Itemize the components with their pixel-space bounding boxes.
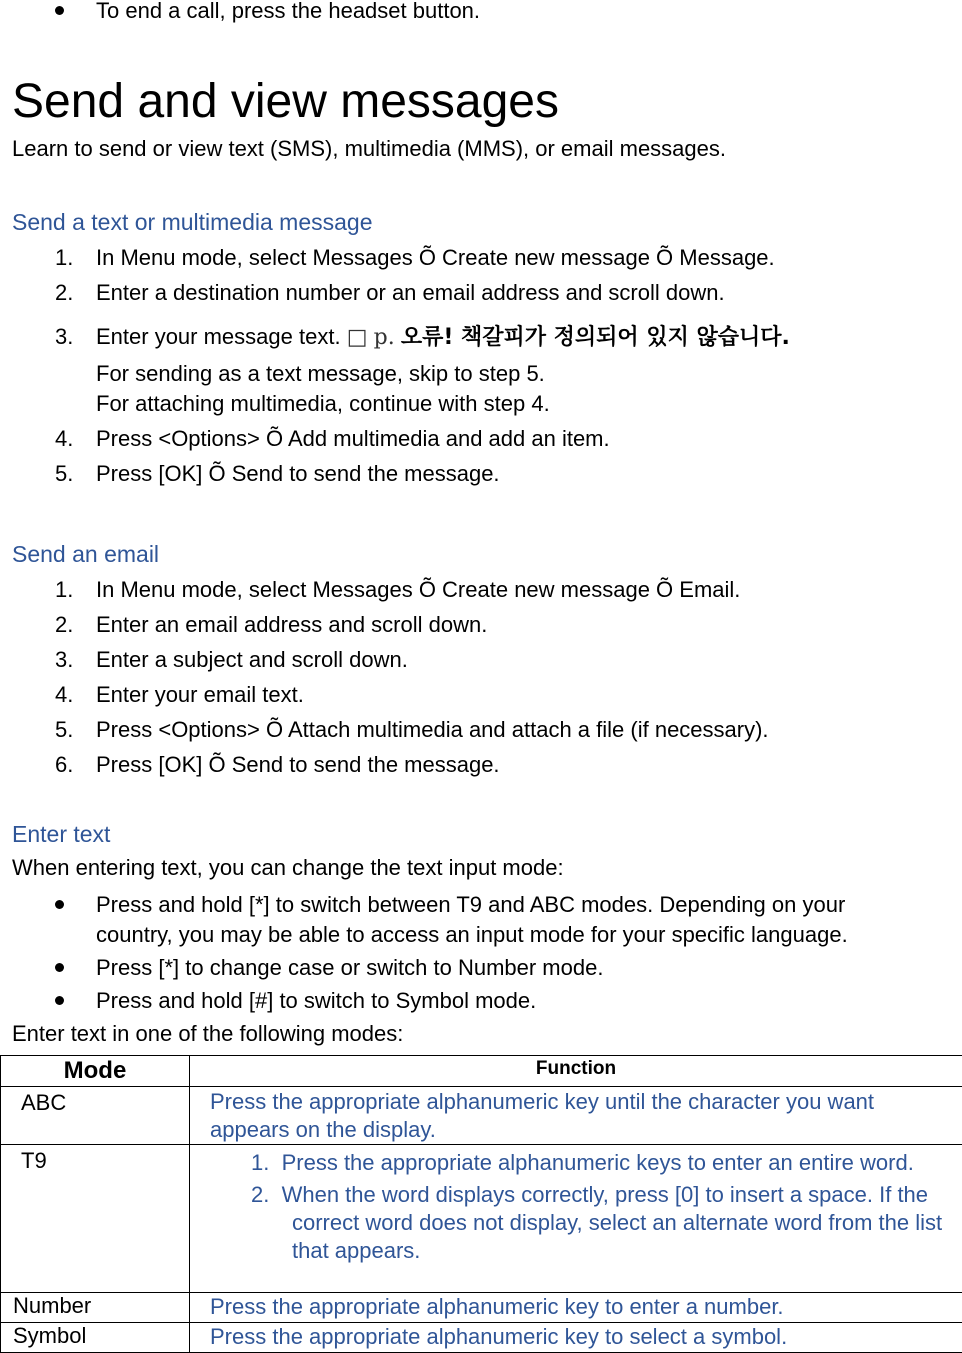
table-row	[1, 1087, 962, 1145]
step-number: 1.	[55, 577, 74, 602]
column-header-function: Function	[190, 1056, 962, 1087]
function-cell	[190, 1145, 962, 1293]
bullet-dot	[55, 6, 64, 15]
step-number: 2.	[55, 612, 74, 637]
step-text: Press [OK] Õ Send to send the message.	[96, 752, 500, 777]
bullet-dot	[55, 963, 64, 972]
mode-cell: Number	[1, 1293, 190, 1323]
table-row	[1, 1323, 962, 1353]
step-number: 4.	[55, 426, 74, 451]
enter-text-intro: When entering text, you can change the text input mode:	[12, 855, 564, 880]
step-number: 4.	[55, 682, 74, 707]
page-ref: p.	[373, 325, 395, 350]
step-text: Press <Options> Õ Attach multimedia and attach a file (if necessary).	[96, 717, 769, 742]
step-subtext: For sending as a text message, skip to step 5.	[96, 361, 545, 386]
intro-bullet-text: To end a call, press the headset button.	[96, 0, 481, 23]
section-heading-enter-text: Enter text	[12, 821, 111, 847]
bullet-text-continued: country, you may be able to access an input mode for your specific language.	[96, 922, 848, 947]
step-text: Enter an email address and scroll down.	[96, 612, 488, 637]
mode-cell: ABC	[1, 1087, 190, 1145]
t9-step	[210, 1149, 954, 1177]
step-number: 1.	[55, 245, 74, 270]
step-subtext: For attaching multimedia, continue with step 4.	[96, 391, 550, 416]
table-intro: Enter text in one of the following modes:	[12, 1021, 404, 1046]
bookmark-error: 오류! 책갈피가 정의되어 있지 않습니다.	[400, 325, 790, 350]
table-row	[1, 1145, 962, 1293]
bullet-text: Press and hold [*] to switch between T9 and ABC modes. Depending on your	[96, 892, 846, 917]
step-number: 6.	[55, 752, 74, 777]
section-heading-send-email: Send an email	[12, 541, 160, 567]
checkbox-glyph: □	[346, 325, 368, 350]
function-cell: Press the appropriate alphanumeric key to select a symbol.	[190, 1323, 962, 1353]
step-text: Enter your email text.	[96, 682, 304, 707]
function-cell: Press the appropriate alphanumeric key to enter a number.	[190, 1293, 962, 1323]
step-number: 5.	[55, 717, 74, 742]
step-text: Enter your message text.	[96, 324, 341, 349]
table-row	[1, 1293, 962, 1323]
bullet-text: Press and hold [#] to switch to Symbol mode.	[96, 988, 537, 1013]
column-header-mode: Mode	[1, 1056, 190, 1087]
step-number: 5.	[55, 461, 74, 486]
page-subtitle: Learn to send or view text (SMS), multimedia (MMS), or email messages.	[12, 136, 727, 161]
step-number: 3.	[55, 324, 74, 349]
step-number: 3.	[55, 647, 74, 672]
section-heading-send-text: Send a text or multimedia message	[12, 209, 373, 235]
table-header-row	[1, 1056, 962, 1087]
step-text: In Menu mode, select Messages Õ Create new message Õ Email.	[96, 577, 741, 602]
step-text: Enter a destination number or an email address and scroll down.	[96, 280, 725, 305]
step-text: In Menu mode, select Messages Õ Create new message Õ Message.	[96, 245, 775, 270]
step-text: Enter a subject and scroll down.	[96, 647, 408, 672]
mode-cell: Symbol	[1, 1323, 190, 1353]
step-3-line	[96, 324, 790, 351]
mode-table	[0, 1055, 962, 1353]
mode-cell: T9	[1, 1145, 190, 1293]
page-title: Send and view messages	[12, 75, 559, 128]
t9-step-text: Press the appropriate alphanumeric keys to enter an entire word.	[281, 1150, 914, 1175]
step-number: 2.	[55, 280, 74, 305]
t9-step-number: 1.	[251, 1150, 270, 1175]
function-cell: Press the appropriate alphanumeric key until the character you want appears on the display.	[190, 1087, 962, 1145]
t9-step-text: When the word displays correctly, press [0] to insert a space. If the correct word does not display, select an alternate word from the list that appears.	[281, 1182, 943, 1263]
bullet-text: Press [*] to change case or switch to Number mode.	[96, 955, 604, 980]
t9-step-number: 2.	[251, 1182, 270, 1207]
bullet-dot	[55, 996, 64, 1005]
bullet-dot	[55, 900, 64, 909]
step-text: Press [OK] Õ Send to send the message.	[96, 461, 500, 486]
step-text: Press <Options> Õ Add multimedia and add an item.	[96, 426, 610, 451]
t9-step	[210, 1181, 954, 1265]
